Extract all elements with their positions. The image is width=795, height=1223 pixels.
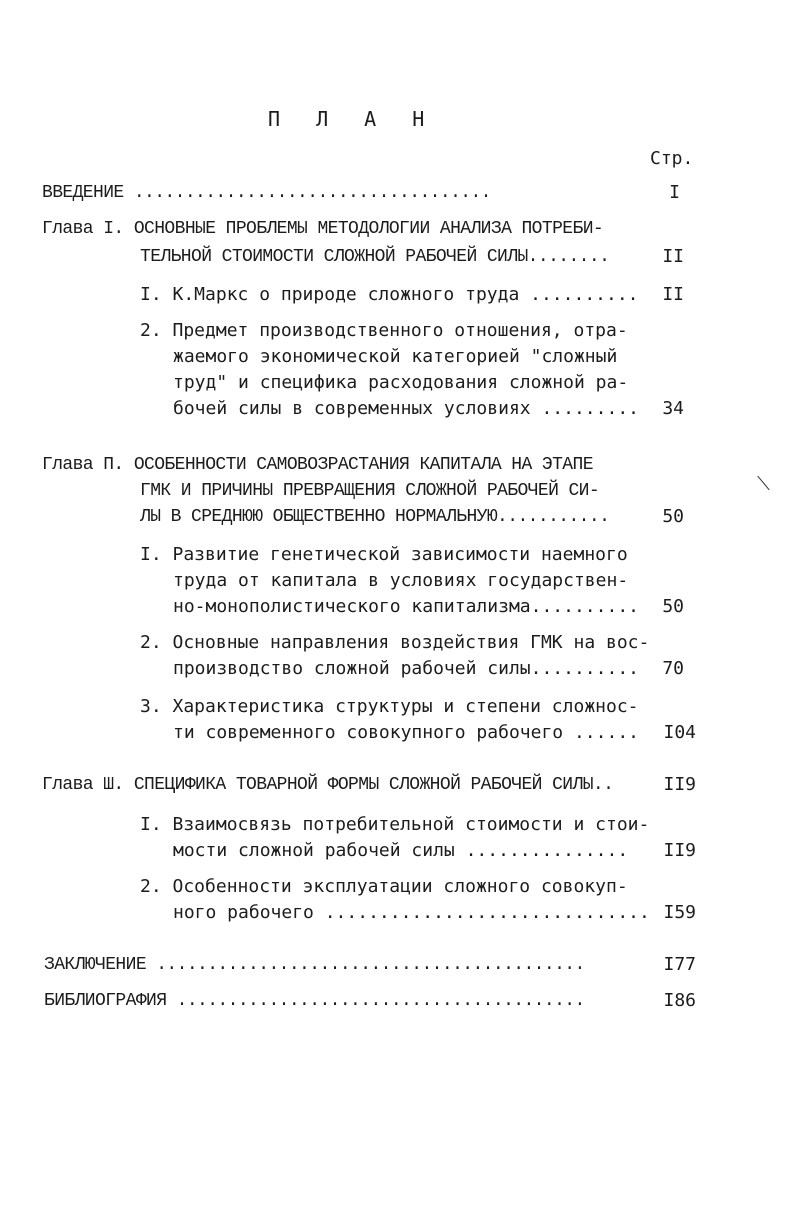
section-3-1-line2: мости сложной рабочей силы ............... bbox=[173, 840, 629, 861]
section-3-2-line2: ного рабочего .............................. bbox=[173, 902, 650, 923]
section-2-2-line2: производство сложной рабочей силы.......... bbox=[173, 658, 639, 679]
section-1-1: I. К.Маркс о природе сложного труда .......... bbox=[140, 284, 639, 305]
toc-conclusion-page: I77 bbox=[663, 954, 696, 975]
section-2-3-line1: 3. Характеристика структуры и степени сложнос- bbox=[140, 696, 639, 717]
section-3-1-line1: I. Взаимосвязь потребительной стоимости и стои- bbox=[140, 814, 650, 835]
section-3-1-page: II9 bbox=[663, 840, 696, 861]
toc-intro: ВВЕДЕНИЕ ................................... bbox=[42, 183, 491, 203]
chapter-2-heading-line1: Глава П. ОСОБЕННОСТИ САМОВОЗРАСТАНИЯ КАПИТАЛА НА ЭТАПЕ bbox=[42, 455, 593, 475]
toc-conclusion: ЗАКЛЮЧЕНИЕ .......................................... bbox=[44, 955, 585, 975]
page-title: П Л А Н bbox=[268, 107, 437, 131]
chapter-1-heading-line1: Глава I. ОСНОВНЫЕ ПРОБЛЕМЫ МЕТОДОЛОГИИ АНАЛИЗА ПОТРЕБИ- bbox=[42, 219, 604, 239]
chapter-2-heading-line2: ГМК И ПРИЧИНЫ ПРЕВРАЩЕНИЯ СЛОЖНОЙ РАБОЧЕЙ СИ- bbox=[140, 481, 600, 501]
chapter-2-heading-line3: ЛЫ В СРЕДНЮЮ ОБЩЕСТВЕННО НОРМАЛЬНУЮ........... bbox=[140, 507, 610, 527]
section-3-2-page: I59 bbox=[663, 902, 696, 923]
toc-bibliography-page: I86 bbox=[663, 990, 696, 1011]
section-1-2-line2: жаемого экономической категорией "сложный bbox=[173, 346, 618, 367]
section-3-2-line1: 2. Особенности эксплуатации сложного совокуп- bbox=[140, 876, 628, 897]
chapter-3-page: II9 bbox=[663, 774, 696, 795]
chapter-1-heading-line2: ТЕЛЬНОЙ СТОИМОСТИ СЛОЖНОЙ РАБОЧЕЙ СИЛЫ........ bbox=[140, 247, 610, 267]
section-1-2-line1: 2. Предмет производственного отношения, отра- bbox=[140, 320, 628, 341]
section-2-1-page: 50 bbox=[662, 596, 684, 617]
section-2-1-line3: но-монополистического капитализма.......... bbox=[173, 596, 639, 617]
stray-pen-mark bbox=[757, 476, 769, 490]
toc-intro-page: I bbox=[669, 182, 680, 203]
chapter-3-heading: Глава Ш. СПЕЦИФИКА ТОВАРНОЙ ФОРМЫ СЛОЖНОЙ РАБОЧЕЙ СИЛЫ.. bbox=[42, 775, 614, 795]
section-1-1-page: II bbox=[662, 284, 684, 305]
toc-bibliography: БИБЛИОГРАФИЯ ........................................ bbox=[44, 991, 585, 1011]
chapter-1-page: II bbox=[662, 246, 684, 267]
section-2-3-page: I04 bbox=[663, 722, 696, 743]
section-2-1-line1: I. Развитие генетической зависимости наемного bbox=[140, 544, 628, 565]
chapter-2-page: 50 bbox=[662, 506, 684, 527]
section-1-2-line3: труд" и специфика расходования сложной ра- bbox=[173, 372, 629, 393]
section-1-2-page: 34 bbox=[662, 398, 684, 419]
section-2-1-line2: труда от капитала в условиях государствен- bbox=[173, 570, 629, 591]
section-2-2-line1: 2. Основные направления воздействия ГМК на вос- bbox=[140, 632, 650, 653]
section-2-3-line2: ти современного совокупного рабочего ...... bbox=[173, 722, 639, 743]
section-1-2-line4: бочей силы в современных условиях ......... bbox=[173, 398, 639, 419]
page-column-label: Стр. bbox=[650, 148, 694, 169]
section-2-2-page: 70 bbox=[662, 658, 684, 679]
